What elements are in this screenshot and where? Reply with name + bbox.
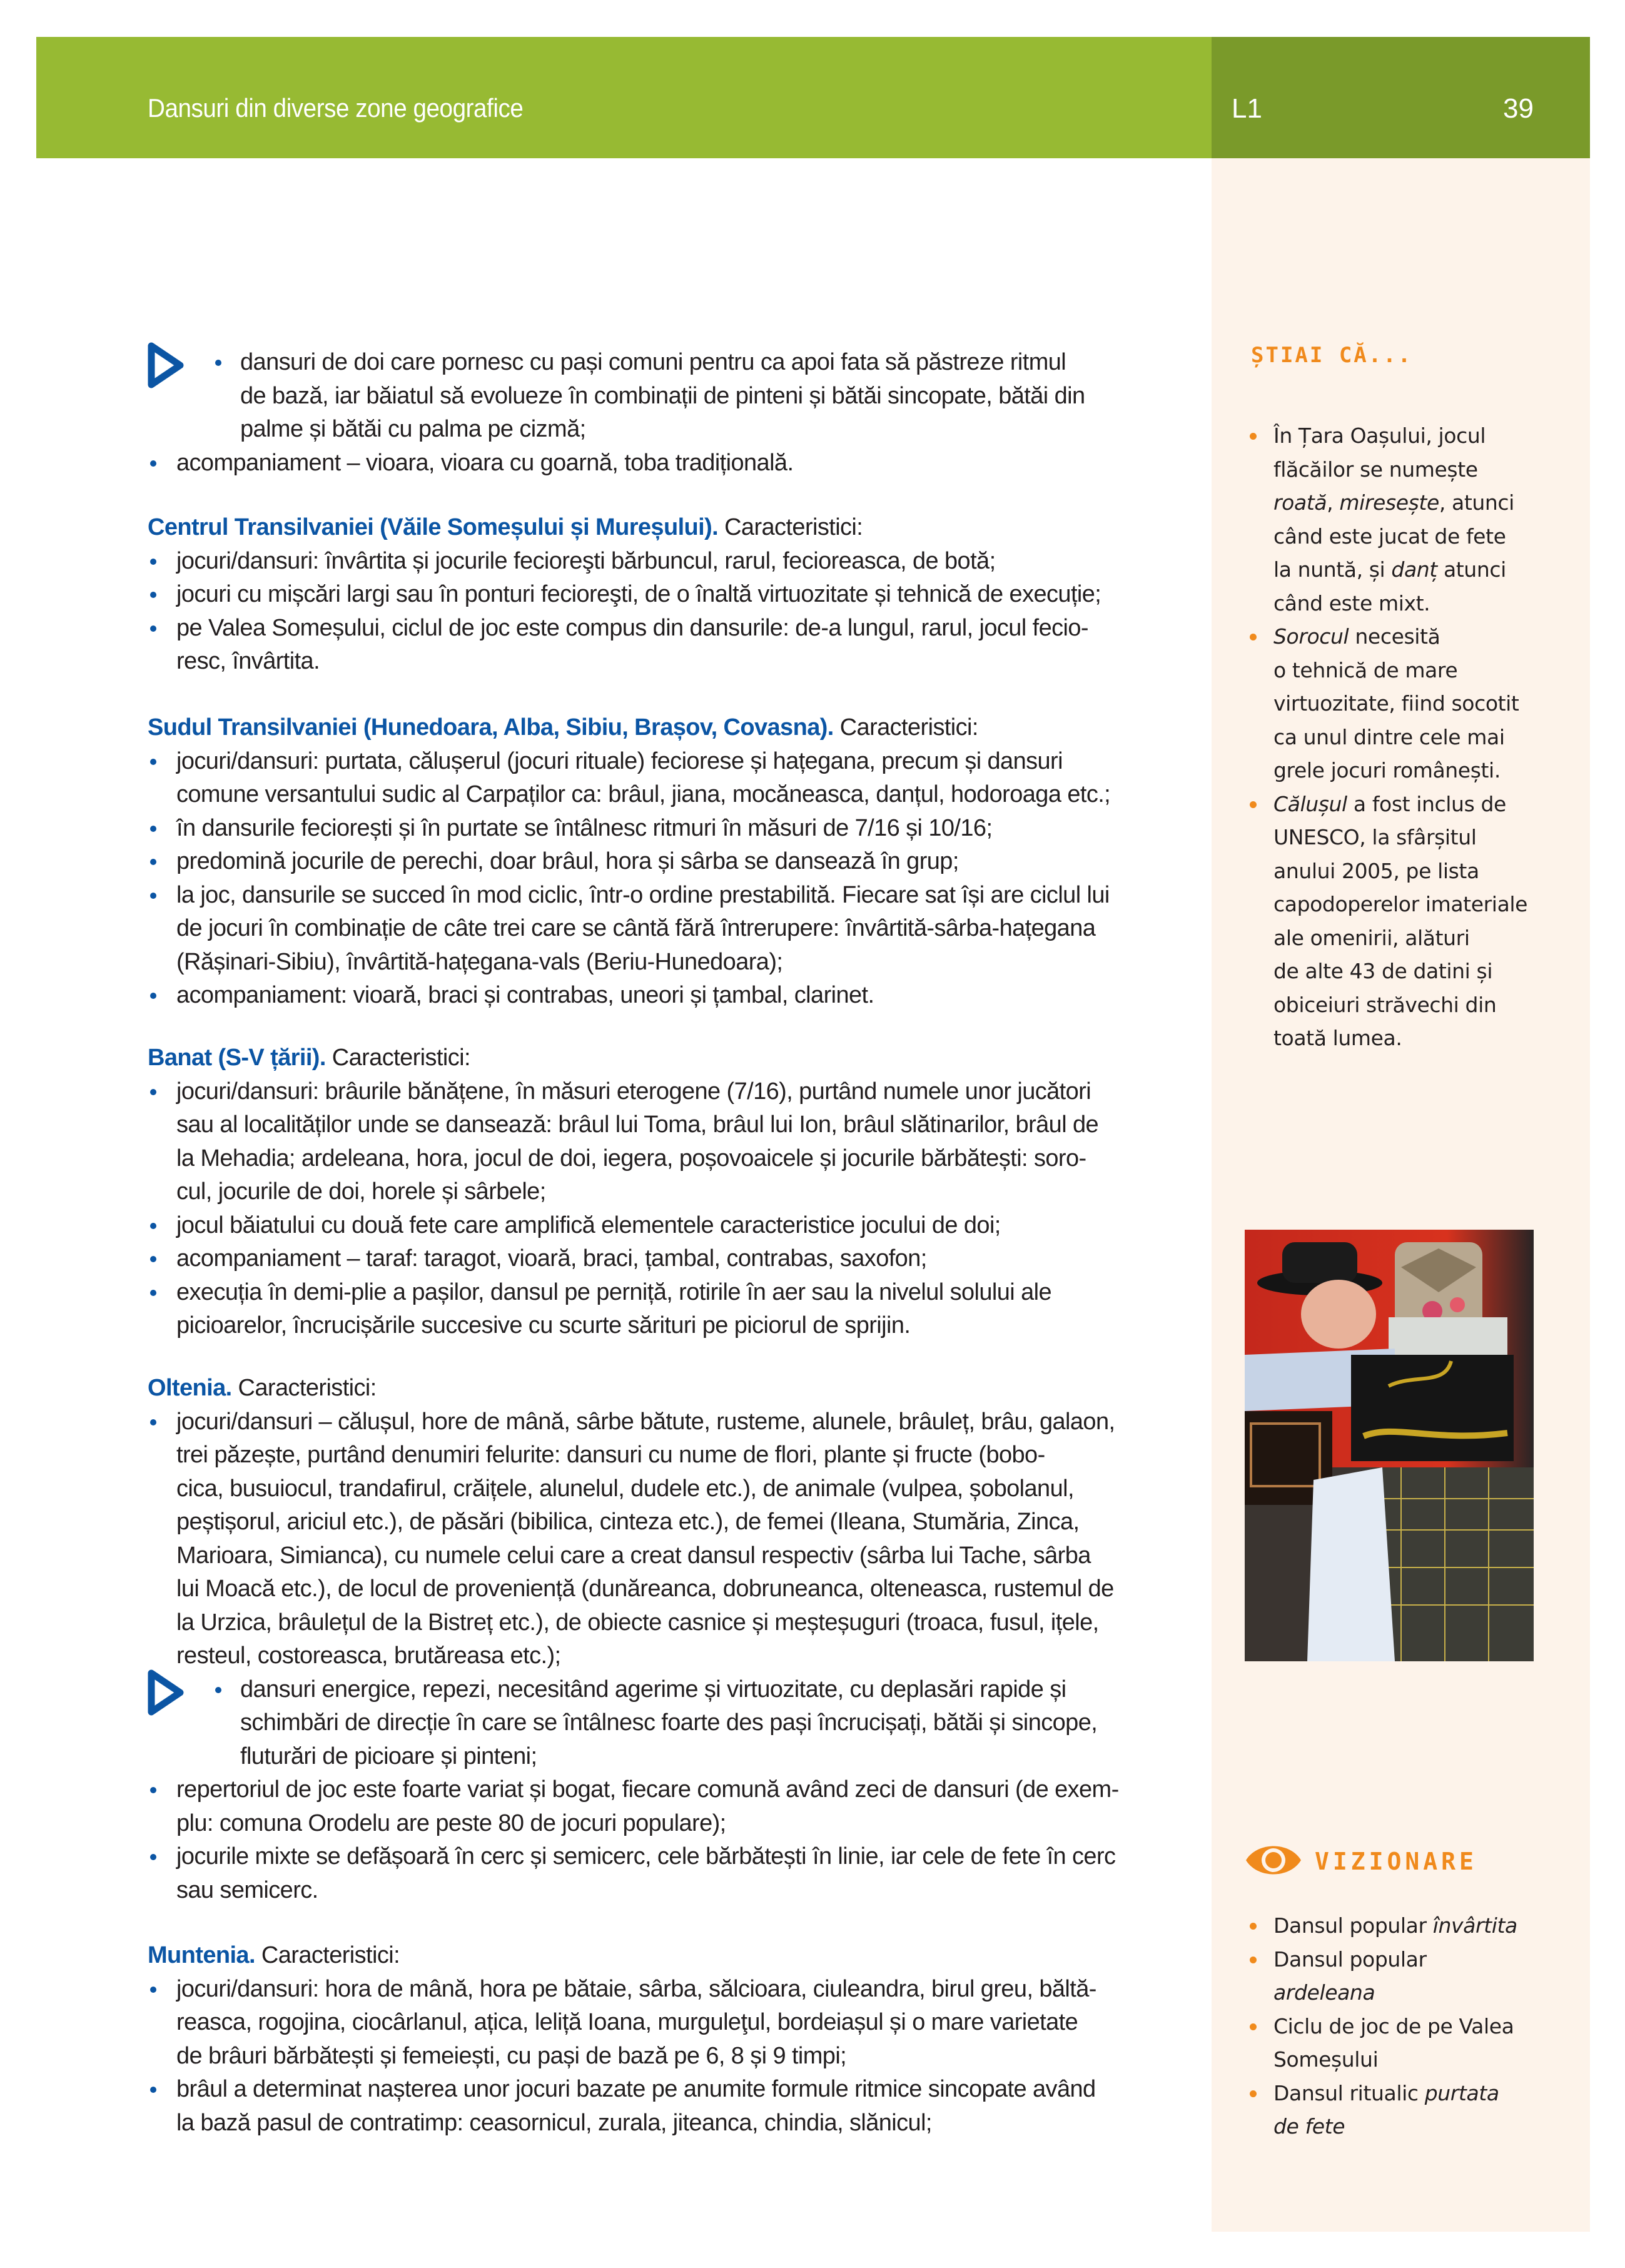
text-line: jocuri/dansuri: hora de mână, hora pe bătaie, sârba, sălcioara, ciuleandra, birul greu, băltă- [176, 1975, 1096, 2002]
text-run: Dansul popular [1273, 1913, 1433, 1938]
intro-block [148, 346, 1182, 480]
text-line: execuția în demi-plie a pașilor, dansul pe perniță, rotirile în aer sau la nivelul solului ale [176, 1278, 1051, 1305]
text-line [1273, 821, 1570, 854]
italic-term: învârtita [1432, 1913, 1517, 1938]
list-item [148, 812, 1182, 846]
bullet-icon [150, 1256, 156, 1262]
text-line: sau semicerc. [176, 1876, 318, 1903]
text-line: plu: comuna Orodelu are peste 80 de jocuri populare); [176, 1810, 726, 1836]
text-line: brâul a determinat nașterea unor jocuri bazate pe anumite formule ritmice sincopate având [176, 2076, 1096, 2102]
text-line [1273, 654, 1570, 687]
text-line [1273, 2077, 1570, 2110]
text-line: de bază, iar băiatul să evolueze în combinații de pinteni și bătăi sincopate, bătăi din [240, 382, 1085, 409]
text-line [1273, 419, 1570, 453]
text-line: cul, jocurile de doi, horele și sârbele; [176, 1178, 546, 1205]
bullet-icon [1250, 1923, 1257, 1930]
bullet-icon [1250, 2090, 1257, 2097]
play-triangle-icon [148, 342, 185, 388]
text-line: lui Moacă etc.), de locul de proveniență (dunăreanca, dobruneanca, olteneasca, rustemul de [176, 1576, 1114, 1602]
italic-term: miresește [1339, 490, 1439, 515]
italic-term: purtata [1424, 2080, 1499, 2105]
list-item [148, 979, 1182, 1013]
text-line: jocurile mixte se defășoară în cerc și semicerc, cele bărbătești în linie, iar cele de fete în cerc [176, 1843, 1116, 1870]
section-heading [148, 511, 1182, 545]
text-run: UNESCO, la sfârșitul [1273, 825, 1477, 849]
heading-suffix: Caracteristici: [255, 1942, 400, 1968]
text-line [1273, 954, 1570, 988]
list-item [148, 578, 1182, 612]
bullet-icon [1250, 2023, 1257, 2030]
text-line: sau al localităților unde se dansează: brâul lui Toma, brâul lui Ion, brâul slătinarilor, brâul de [176, 1111, 1099, 1138]
text-line: jocuri/dansuri – călușul, hore de mână, sârbe bătute, rusteme, alunele, brâuleț, brâu, galaon, [176, 1408, 1115, 1435]
region-name: Banat (S-V țării). [148, 1045, 326, 1071]
section-2 [148, 1041, 1182, 1343]
bullet-icon [1250, 634, 1257, 640]
text-line [1273, 888, 1570, 921]
text-line: acompaniament – taraf: taragot, vioară, braci, țambal, contrabas, saxofon; [176, 1245, 927, 1272]
text-line: dansuri energice, repezi, necesitând agerime și virtuozitate, cu deplasări rapide și [240, 1676, 1066, 1703]
text-line [1273, 2043, 1570, 2077]
list-item [148, 1276, 1182, 1343]
text-run: flăcăilor se numește [1273, 457, 1478, 482]
did-you-know-list [1245, 419, 1570, 1055]
text-line [1273, 854, 1570, 888]
bullet-icon [150, 625, 156, 632]
text-line [1273, 620, 1570, 654]
heading-suffix: Caracteristici: [325, 1045, 470, 1071]
heading-suffix: Caracteristici: [833, 714, 978, 741]
viewing-title: VIZIONARE [1315, 1848, 1477, 1875]
text-line: jocuri/dansuri: învârtita și jocurile fecioreşti bărbuncul, rarul, fecioreasca, de botă; [176, 547, 996, 574]
text-run: toată lumea. [1273, 1026, 1402, 1050]
text-line: acompaniament: vioară, braci și contrabas, uneori și țambal, clarinet. [176, 982, 874, 1008]
text-line [1273, 754, 1570, 787]
bullet-icon [150, 893, 156, 899]
text-run: ca unul dintre cele mai [1273, 724, 1505, 749]
text-line [1273, 520, 1570, 554]
text-line: în dansurile feciorești și în purtate se întâlnesc ritmuri în măsuri de 7/16 și 10/16; [176, 814, 993, 841]
section-heading [148, 1372, 1182, 1405]
text-line: comune versantului sudic al Carpaților ca: brâul, jiana, mocăneasca, danțul, hodoroaga etc.; [176, 781, 1111, 807]
text-run: când este jucat de fete [1273, 524, 1506, 549]
bullet-icon [150, 1787, 156, 1793]
text-run: anului 2005, pe lista [1273, 858, 1479, 883]
text-line: de jocuri în combinație de câte trei care se cântă fără întrerupere: învârtită-sârba-hațegana [176, 915, 1096, 941]
viewing-item [1245, 2077, 1570, 2144]
text-line: reasca, rogojina, ciocârlanul, ațica, leliță Ioana, murguleţul, bordeiașul și o mare varietate [176, 2009, 1078, 2035]
text-line [1273, 988, 1570, 1022]
bullet-icon [150, 1854, 156, 1860]
text-line: dansuri de doi care pornesc cu pași comuni pentru ca apoi fata să păstreze ritmul [240, 349, 1066, 375]
text-line: la joc, dansurile se succed în mod ciclic, într-o ordine prestabilită. Fiecare sat își are ciclul lui [176, 881, 1110, 908]
italic-term: danț [1391, 557, 1437, 582]
text-line [1273, 486, 1570, 520]
list-item [148, 447, 1182, 480]
list-item [148, 1075, 1182, 1209]
text-run: virtuozitate, fiind socotit [1273, 691, 1519, 716]
bullet-icon [150, 592, 156, 598]
text-line: jocul băiatului cu două fete care amplifică elementele caracteristice jocului de doi; [176, 1212, 1001, 1238]
section-heading [148, 1939, 1182, 1973]
text-run: capodoperelor imateriale [1273, 892, 1528, 916]
text-line [1273, 2110, 1570, 2144]
play-triangle-icon [148, 1669, 185, 1716]
text-run: de alte 43 de datini și [1273, 959, 1493, 983]
bullet-icon [215, 360, 221, 366]
text-line: la Mehadia; ardeleana, hora, jocul de doi, iegera, poșovoaicele și jocurile bărbătești: soro- [176, 1145, 1086, 1172]
text-run: , [1327, 490, 1340, 515]
region-name: Oltenia. [148, 1375, 232, 1401]
bullet-icon [150, 1419, 156, 1425]
region-name: Centrul Transilvaniei (Văile Someșului și Mureșului). [148, 514, 719, 540]
header-page-box [1212, 37, 1590, 158]
list-item [148, 1773, 1182, 1840]
text-line: jocuri cu mișcări largi sau în ponturi fecioreşti, de o înaltă virtuozitate și tehnică de execuție; [176, 581, 1101, 607]
text-line: jocuri/dansuri: brâurile bănățene, în măsuri eterogene (7/16), purtând numele unor jucători [176, 1078, 1091, 1105]
text-line [1273, 1976, 1570, 2010]
section-4 [148, 1939, 1182, 2140]
text-line: picioarelor, încrucișările succesive cu scurte sărituri pe piciorul de sprijin. [176, 1312, 911, 1339]
text-line: palme și bătăi cu palma pe cizmă; [240, 416, 586, 442]
text-run: , atunci [1439, 490, 1514, 515]
text-run: a fost inclus de [1347, 791, 1506, 816]
bullet-icon [150, 826, 156, 832]
text-run: obiceiuri străvechi din [1273, 992, 1497, 1017]
text-line: la Urzica, brâulețul de la Bistreț etc.), de obiecte casnice și meșteșuguri (troaca, fusul, ițele, [176, 1609, 1099, 1636]
viewing-item [1245, 2010, 1570, 2077]
bullet-icon [1250, 1957, 1257, 1963]
section-0 [148, 511, 1182, 679]
list-item [148, 545, 1182, 579]
bullet-icon [215, 1687, 221, 1693]
page-number: 39 [1503, 93, 1534, 124]
text-line: de brâuri bărbătești și femeiești, cu pași de bază pe 6, 8 și 9 timpi; [176, 2042, 847, 2069]
text-line [1273, 587, 1570, 620]
text-run: necesită [1349, 624, 1440, 649]
text-line: resteul, costoreasca, brutăreasa etc.); [176, 1643, 561, 1669]
bullet-icon [150, 1290, 156, 1296]
region-name: Muntenia. [148, 1942, 255, 1968]
section-3 [148, 1372, 1182, 1907]
list-item [148, 745, 1182, 812]
bullet-icon [150, 2087, 156, 2093]
dancers-photo [1245, 1230, 1534, 1661]
heading-suffix: Caracteristici: [231, 1375, 377, 1401]
photo-dancers [1245, 1230, 1534, 1661]
section-heading [148, 711, 1182, 745]
text-line: la bază pasul de contratimp: ceasornicul, zurala, jiteanca, chindia, slănicul; [176, 2109, 932, 2136]
text-line: peștișorul, ariciul etc.), de păsări (bibilica, cinteza etc.), de femei (Ileana, Stumăria, Zinca, [176, 1509, 1080, 1535]
fact-item [1245, 620, 1570, 787]
bullet-icon [150, 559, 156, 565]
text-line [1273, 1021, 1570, 1055]
text-line [1273, 453, 1570, 487]
italic-term: Călușul [1273, 791, 1347, 816]
section-1 [148, 711, 1182, 1013]
text-line: pe Valea Someșului, ciclul de joc este compus din dansurile: de-a lungul, rarul, jocul fecio- [176, 614, 1088, 641]
text-line [1273, 1909, 1570, 1943]
list-item [148, 1973, 1182, 2073]
list-item [148, 1242, 1182, 1276]
viewing-list [1245, 1909, 1570, 2144]
italic-term: roată [1273, 490, 1327, 515]
text-line: acompaniament – vioara, vioara cu goarnă, toba tradițională. [176, 449, 794, 476]
text-run: Dansul popular [1273, 1947, 1427, 1972]
text-line: jocuri/dansuri: purtata, călușerul (jocuri rituale) feciorese și hațegana, precum și dansuri [176, 747, 1063, 774]
text-line [1273, 553, 1570, 587]
text-run: ale omenirii, alături [1273, 925, 1470, 950]
list-item [148, 1840, 1182, 1907]
italic-term: Sorocul [1273, 624, 1349, 649]
heading-suffix: Caracteristici: [718, 514, 863, 540]
text-line: predomină jocurile de perechi, doar brâul, hora și sârba se dansează în grup; [176, 848, 959, 874]
list-item [148, 1405, 1182, 1673]
bullet-icon [150, 1987, 156, 1993]
fact-item [1245, 419, 1570, 620]
bullet-icon [150, 859, 156, 865]
list-item [148, 845, 1182, 879]
text-line [1273, 787, 1570, 821]
text-line: trei păzește, purtând denumiri felurite: dansuri cu nume de flori, plante și fructe (bobo- [176, 1442, 1045, 1468]
fact-item [1245, 787, 1570, 1055]
text-line [1273, 2010, 1570, 2043]
lesson-label: L1 [1232, 93, 1262, 124]
list-item [148, 1673, 1182, 1774]
viewing-item [1245, 1909, 1570, 1943]
text-run: la nuntă, și [1273, 557, 1392, 582]
text-run: Someșului [1273, 2047, 1379, 2072]
bullet-icon [1250, 433, 1257, 440]
list-item [148, 2073, 1182, 2140]
page-header [36, 37, 1590, 158]
viewing-item [1245, 1943, 1570, 2010]
eye-icon [1245, 1838, 1302, 1883]
text-line: schimbări de direcție în care se întâlnesc foarte des pași încrucișați, bătăi și sincope, [240, 1709, 1098, 1736]
text-run: o tehnică de mare [1273, 657, 1458, 682]
chapter-title: Dansuri din diverse zone geografice [148, 93, 524, 123]
text-run: În Țara Oașului, jocul [1273, 423, 1486, 448]
region-name: Sudul Transilvaniei (Hunedoara, Alba, Sibiu, Brașov, Covasna). [148, 714, 834, 741]
bullet-icon [150, 1089, 156, 1095]
text-run: Ciclu de joc de pe Valea [1273, 2013, 1514, 2038]
bullet-icon [150, 993, 156, 999]
list-item [148, 1209, 1182, 1243]
text-line: fluturări de picioare și pinteni; [240, 1743, 537, 1769]
text-run: Dansul ritualic [1273, 2080, 1425, 2105]
did-you-know-title: ȘTIAI CĂ... [1251, 343, 1413, 368]
text-line: repertoriul de joc este foarte variat și bogat, fiecare comună având zeci de dansuri (de exem- [176, 1776, 1119, 1803]
text-line: resc, învârtita. [176, 648, 320, 674]
bullet-icon [150, 460, 156, 467]
text-line [1273, 921, 1570, 955]
section-heading [148, 1041, 1182, 1075]
text-run: atunci [1437, 557, 1506, 582]
list-item [148, 346, 1182, 447]
text-line [1273, 721, 1570, 754]
text-line: cica, busuiocul, trandafirul, crăițele, alunelul, dudele etc.), de animale (vulpea, șobolanul, [176, 1475, 1074, 1502]
italic-term: de fete [1273, 2114, 1345, 2139]
text-line [1273, 1943, 1570, 1977]
text-line [1273, 687, 1570, 721]
text-run: grele jocuri românești. [1273, 758, 1501, 782]
text-line: (Rășinari-Sibiu), învârtită-hațegana-vals (Beriu-Hunedoara); [176, 948, 783, 975]
text-run: când este mixt. [1273, 590, 1430, 615]
list-item [148, 612, 1182, 679]
bullet-icon [150, 759, 156, 765]
list-item [148, 879, 1182, 980]
text-line: Marioara, Simianca), cu numele celui care a creat dansul respectiv (sârba lui Tache, sârba [176, 1542, 1091, 1569]
bullet-icon [150, 1223, 156, 1229]
italic-term: ardeleana [1273, 1980, 1375, 2005]
bullet-icon [1250, 801, 1257, 808]
